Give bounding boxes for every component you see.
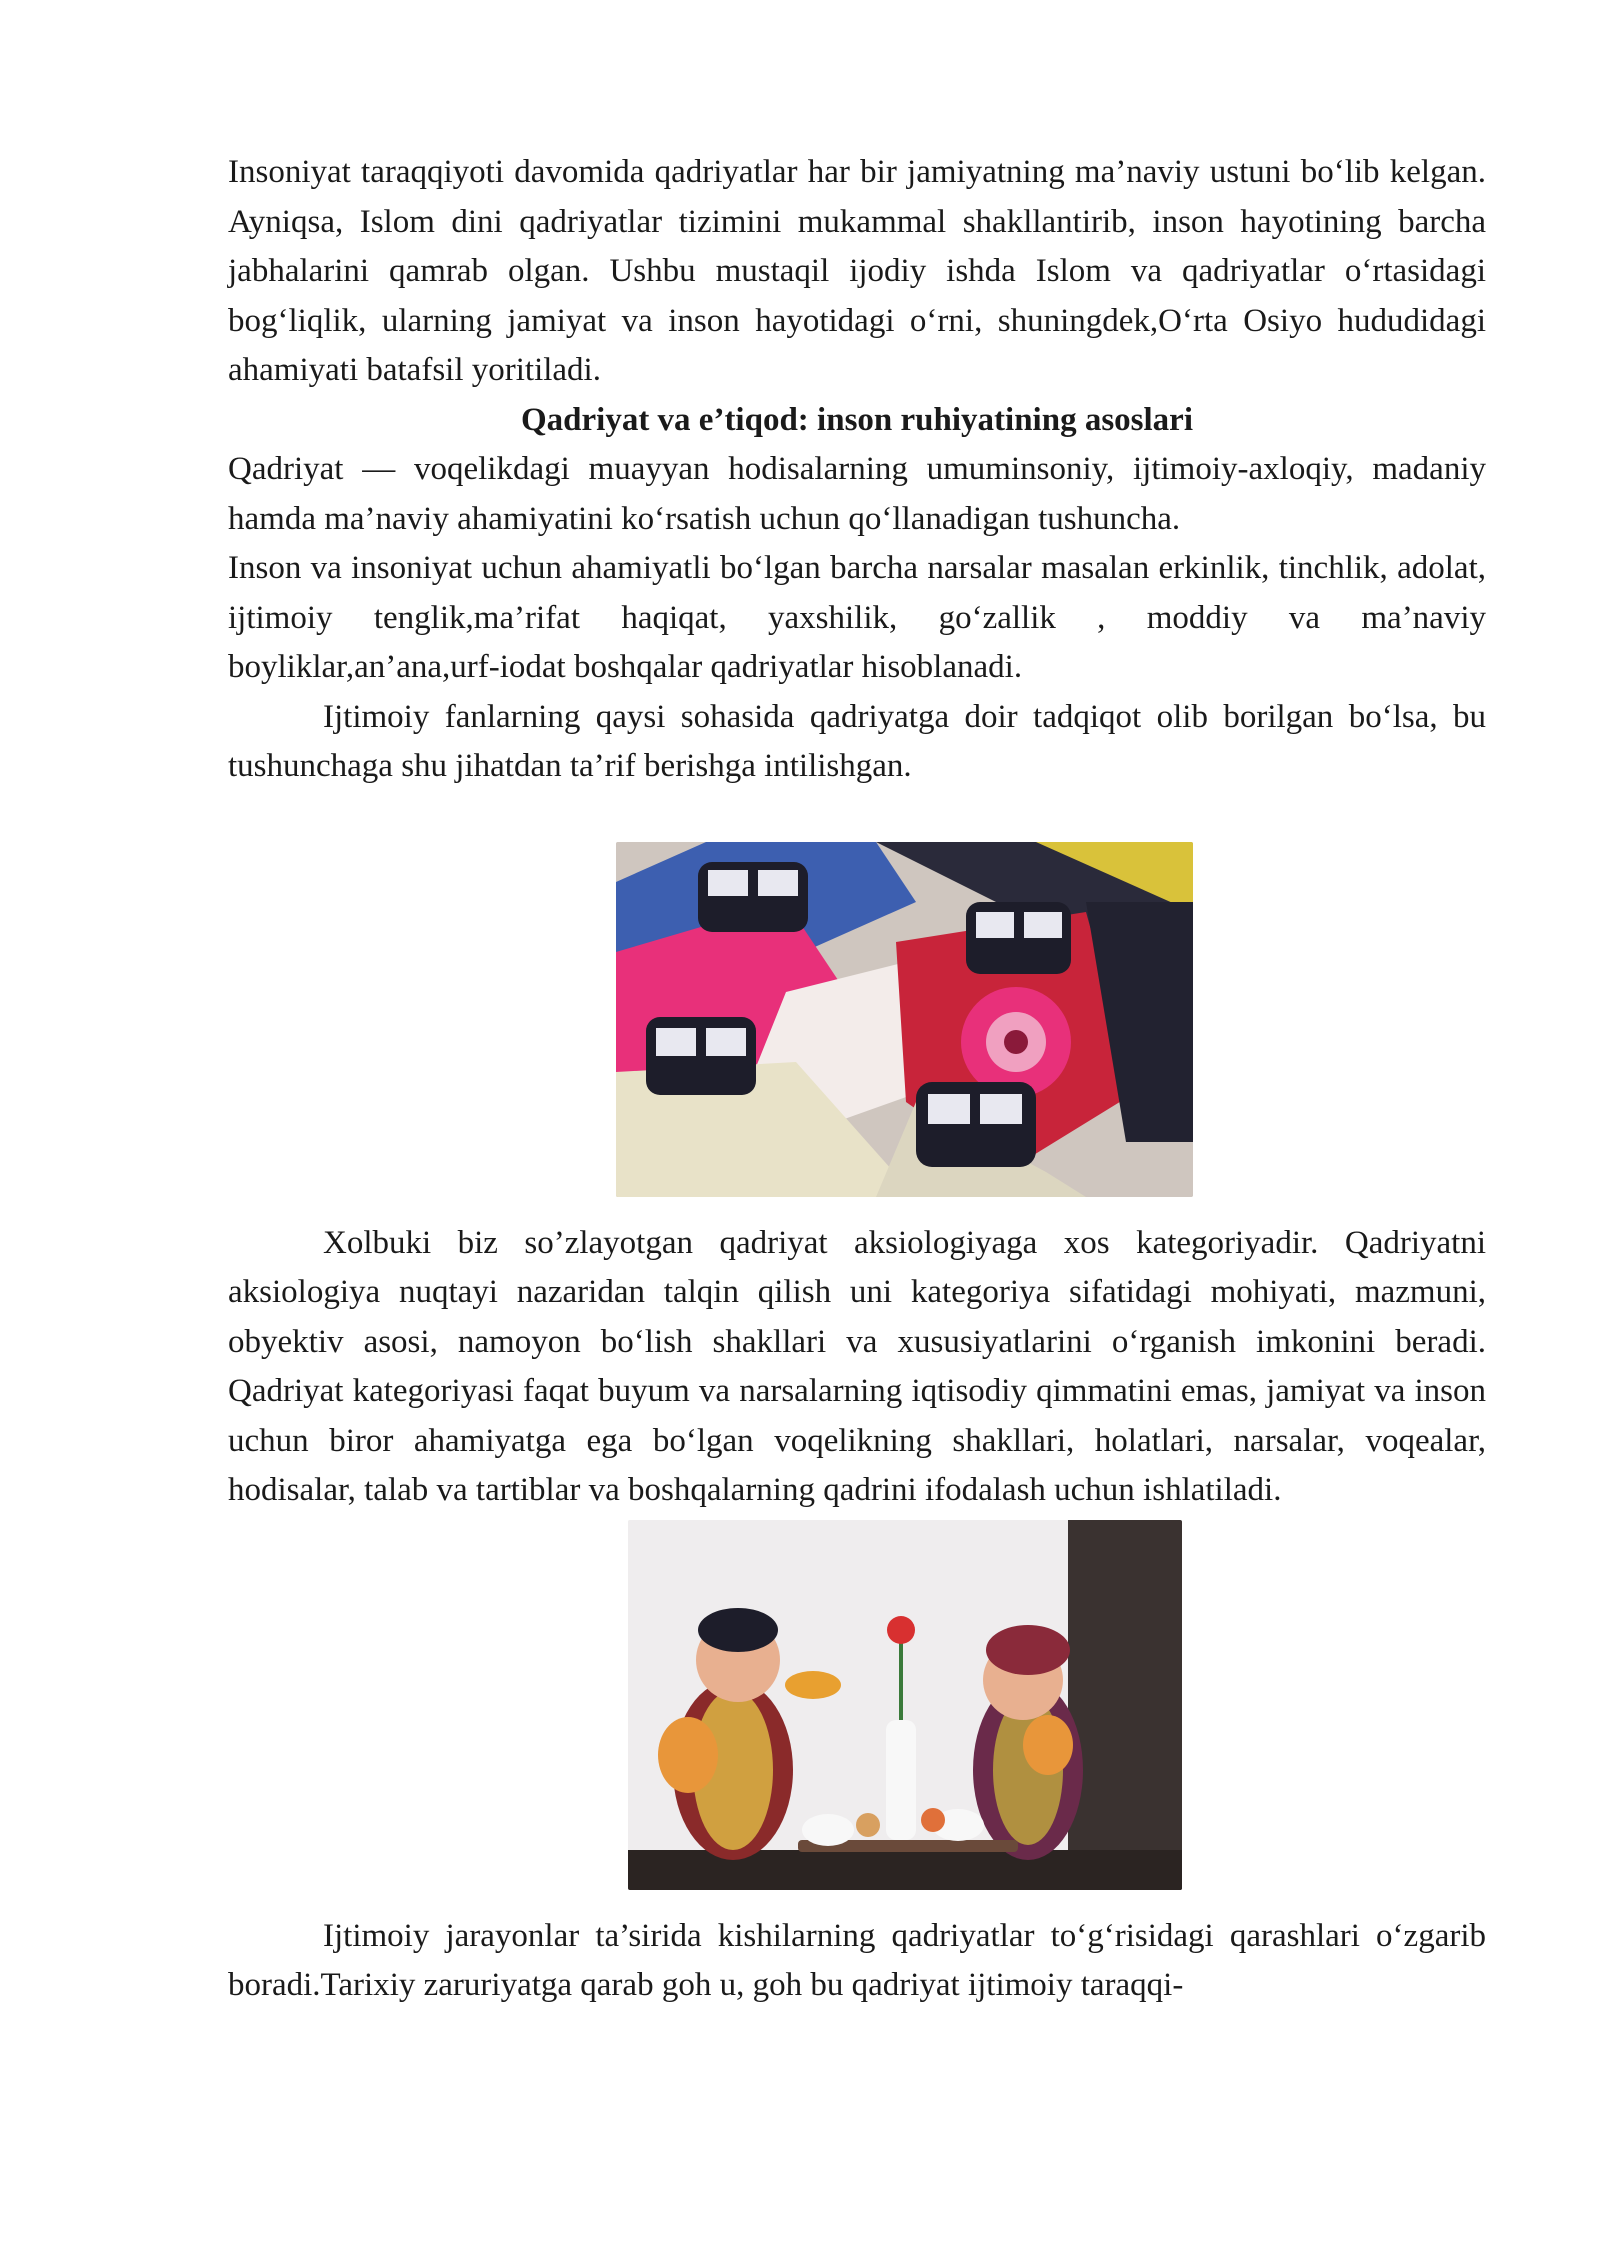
axiology-paragraph: Xolbuki biz so’zlayotgan qadriyat aksiologiyaga xos kategoriyadir. Qadriyatni aksiologiya nuqtayi nazaridan talqin qilish uni kategoriya sifatidagi mohiyati, mazmuni, obyektiv asosi, namoyon bo‘lish shakllari va xususiyatlarini o‘rganish imkonini beradi. Qadriyat kategoriyasi faqat buyum va narsalarning iqtisodiy qimmatini emas, jamiyat va inson uchun biror ahamiyatga ega bo‘lgan voqelikning shakllari, holatlari, narsalar, voqealar, hodisalar, talab va tartiblar va boshqalarning qadrini ifodalash uchun ishlatiladi. xyxy=(228,1224,1486,1508)
intro-paragraph: Insoniyat taraqqiyoti davomida qadriyatlar har bir jamiyatning ma’naviy ustuni bo‘lib kelgan. Ayniqsa, Islom dini qadriyatlar tizimini mukammal shakllantirib, inson hayotining barcha jabhalarini qamrab olgan. Ushbu mustaqil ijodiy ishda Islom va qadriyatlar o‘rtasidagi bog‘liqlik, ularning jamiyat va inson hayotidagi o‘rni, shuningdek,O‘rta Osiyo hududidagi ahamiyati batafsil yoritiladi. xyxy=(228,154,1486,388)
definition-paragraph: Qadriyat — voqelikdagi muayyan hodisalarning umuminsoniy, ijtimoiy-axloqiy, madaniy hamda ma’naviy ahamiyatini ko‘rsatish uchun qo‘llanadigan tushuncha. xyxy=(228,451,1486,537)
social-sciences-paragraph: Ijtimoiy fanlarning qaysi sohasida qadriyatga doir tadqiqot olib borilgan bo‘lsa, bu tushunchaga shu jihatdan ta’rif berishga intilishgan. xyxy=(228,698,1486,784)
closing-paragraph: Ijtimoiy jarayonlar ta’sirida kishilarning qadriyatlar to‘g‘risidagi qarashlari o‘zgarib boradi.Tarixiy zaruriyatga qarab goh u, goh bu qadriyat ijtimoiy taraqqi- xyxy=(228,1917,1486,2003)
section-heading: Qadriyat va e’tiqod: inson ruhiyatining asoslari xyxy=(520,401,1193,438)
ceramic-figurines-image xyxy=(628,1520,1182,1890)
examples-paragraph: Inson va insoniyat uchun ahamiyatli bo‘lgan barcha narsalar masalan erkinlik, tinchlik, adolat, ijtimoiy tenglik,ma’rifat haqiqat, yaxshilik, go‘zallik , moddiy va ma’naviy boyliklar,an’ana,urf-iodat boshqalar qadriyatlar hisoblanadi. xyxy=(228,550,1486,685)
embroidered-textiles-image xyxy=(616,842,1193,1197)
document-page xyxy=(228,148,1486,2011)
